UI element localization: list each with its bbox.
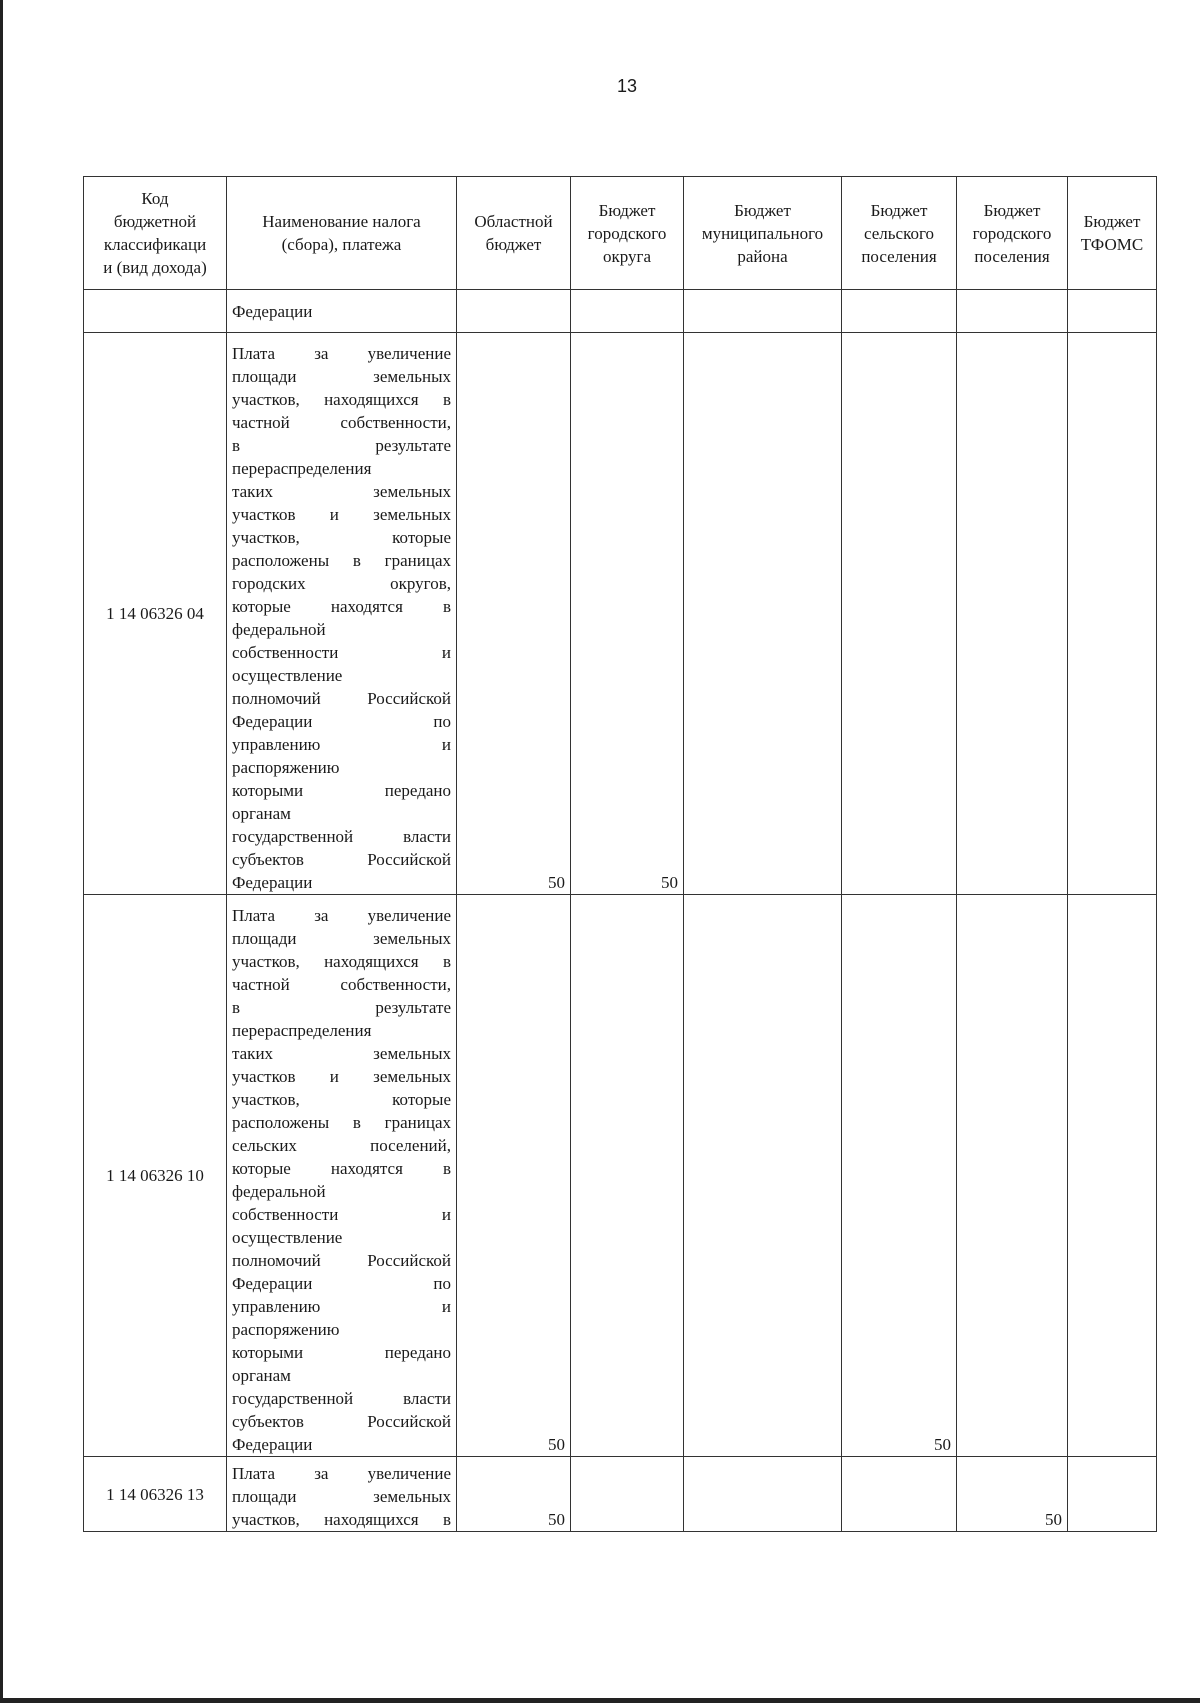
payment-name-line: перераспределения [232,1021,372,1040]
payment-name-line: управлению и [232,735,451,754]
payment-name-line: которые находятся в [232,1159,451,1178]
payment-name-line: площади земельных [232,1487,451,1506]
payment-name-line: участков и земельных [232,505,451,524]
table-row [84,1457,1157,1532]
share-city-district: 50 [571,333,684,895]
header-town-settlement-budget [957,177,1068,290]
share-city-district [571,290,684,333]
table-body [84,290,1157,1532]
header-tfoms-line: Бюджет [1083,212,1141,231]
table-header-row [84,177,1157,290]
payment-name [227,290,457,333]
header-tfoms-line: ТФОМС [1080,235,1144,254]
budget-classification-code: 1 14 06326 04 [84,333,227,895]
header-city-line: округа [602,246,652,266]
share-municipal-district [684,1457,842,1532]
payment-name-line: площади земельных [232,929,451,948]
header-name [227,177,457,290]
table-row [84,333,1157,895]
header-town-line: городского [972,223,1052,243]
payment-name-line: Федерации [232,301,313,321]
header-tfoms-budget [1068,177,1157,290]
payment-name-line: государственной власти [232,1389,451,1408]
payment-name-line: полномочий Российской [232,1251,451,1270]
payment-name-line: частной собственности, [232,413,451,432]
payment-name-line: которые находятся в [232,597,451,616]
share-regional: 50 [457,333,571,895]
payment-name [227,333,457,895]
payment-name-line: органам [232,1366,291,1385]
payment-name-line: таких земельных [232,1044,451,1063]
share-rural-settlement [842,1457,957,1532]
payment-name-line: таких земельных [232,482,451,501]
payment-name-line: субъектов Российской [232,1412,451,1431]
share-tfoms [1068,895,1157,1457]
payment-name-line: городских округов, [232,574,451,593]
payment-name-line: в результате [232,998,451,1017]
share-regional [457,290,571,333]
share-rural-settlement: 50 [842,895,957,1457]
payment-name-line: Плата за увеличение [232,906,451,925]
payment-name-line: органам [232,804,291,823]
payment-name-line: участков и земельных [232,1067,451,1086]
payment-name-line: управлению и [232,1297,451,1316]
payment-name-line: Федерации [232,1435,313,1454]
header-name-line: Наименование налога [262,212,421,231]
header-code-line: классификаци [103,235,207,254]
payment-name-line: участков, находящихся в [232,390,451,409]
payment-name-line: распоряжению [232,1320,340,1339]
header-town-line: поселения [974,246,1050,266]
header-code-line: Код [141,189,169,208]
payment-name-line: участков, находящихся в [232,952,451,971]
header-regional-line: бюджет [485,235,542,254]
payment-name-line: в результате [232,436,451,455]
header-municipal-line: Бюджет [734,200,791,220]
payment-name-line: государственной власти [232,827,451,846]
payment-name [227,895,457,1457]
share-tfoms [1068,1457,1157,1532]
share-municipal-district [684,290,842,333]
header-name-line: (сбора), платежа [281,235,402,254]
share-rural-settlement [842,333,957,895]
share-city-district [571,895,684,1457]
payment-name-line: площади земельных [232,367,451,386]
share-tfoms [1068,290,1157,333]
payment-name-line: частной собственности, [232,975,451,994]
payment-name-line: осуществление [232,1228,343,1247]
share-town-settlement: 50 [957,1457,1068,1532]
header-rural-line: Бюджет [870,200,928,220]
budget-classification-code: 1 14 06326 13 [84,1457,227,1532]
header-code-line: и (вид дохода) [103,258,207,277]
payment-name-line: участков, которые [232,528,451,547]
payment-name-line: расположены в границах [232,551,451,570]
payment-name-line: Федерации по [232,1274,451,1293]
header-regional-line: Областной [474,212,553,231]
table-row [84,895,1157,1457]
payment-name-line: осуществление [232,666,343,685]
header-rural-settlement-budget [842,177,957,290]
share-town-settlement [957,333,1068,895]
payment-name-line: собственности и [232,1205,451,1224]
payment-name-line: перераспределения [232,459,372,478]
payment-name-line: которыми передано [232,781,451,800]
budget-distribution-table [83,176,1157,1532]
payment-name-line: федеральной [232,1182,326,1201]
payment-name [227,1457,457,1532]
share-regional: 50 [457,1457,571,1532]
payment-name-line: распоряжению [232,758,340,777]
header-municipal-line: муниципального [701,223,824,243]
payment-name-line: федеральной [232,620,326,639]
payment-name-line: участков, находящихся в [232,1510,451,1529]
page-number: 13 [616,76,638,96]
payment-name-line: полномочий Российской [232,689,451,708]
scan-edge-bottom [0,1698,1200,1703]
payment-name-line: Федерации по [232,712,451,731]
payment-name-line: участков, которые [232,1090,451,1109]
header-city-line: городского [587,223,667,243]
table-row [84,290,1157,333]
header-rural-line: поселения [861,246,937,266]
share-municipal-district [684,895,842,1457]
payment-name-line: субъектов Российской [232,850,451,869]
header-town-line: Бюджет [983,200,1041,220]
payment-name-line: Федерации [232,873,313,892]
payment-name-line: расположены в границах [232,1113,451,1132]
payment-name-line: собственности и [232,643,451,662]
payment-name-line: которыми передано [232,1343,451,1362]
payment-name-line: Плата за увеличение [232,1464,451,1483]
header-municipal-line: района [737,246,788,266]
share-rural-settlement [842,290,957,333]
header-regional-budget [457,177,571,290]
header-rural-line: сельского [863,223,935,243]
header-city-line: Бюджет [598,200,656,220]
share-town-settlement [957,895,1068,1457]
payment-name-line: сельских поселений, [232,1136,451,1155]
budget-classification-code [84,290,227,333]
header-code-line: бюджетной [113,212,197,231]
header-city-district-budget [571,177,684,290]
scan-edge-left [0,0,3,1703]
payment-name-line: Плата за увеличение [232,344,451,363]
budget-classification-code: 1 14 06326 10 [84,895,227,1457]
share-tfoms [1068,333,1157,895]
header-municipal-district-budget [684,177,842,290]
share-city-district [571,1457,684,1532]
share-regional: 50 [457,895,571,1457]
share-municipal-district [684,333,842,895]
header-code [84,177,227,290]
share-town-settlement [957,290,1068,333]
